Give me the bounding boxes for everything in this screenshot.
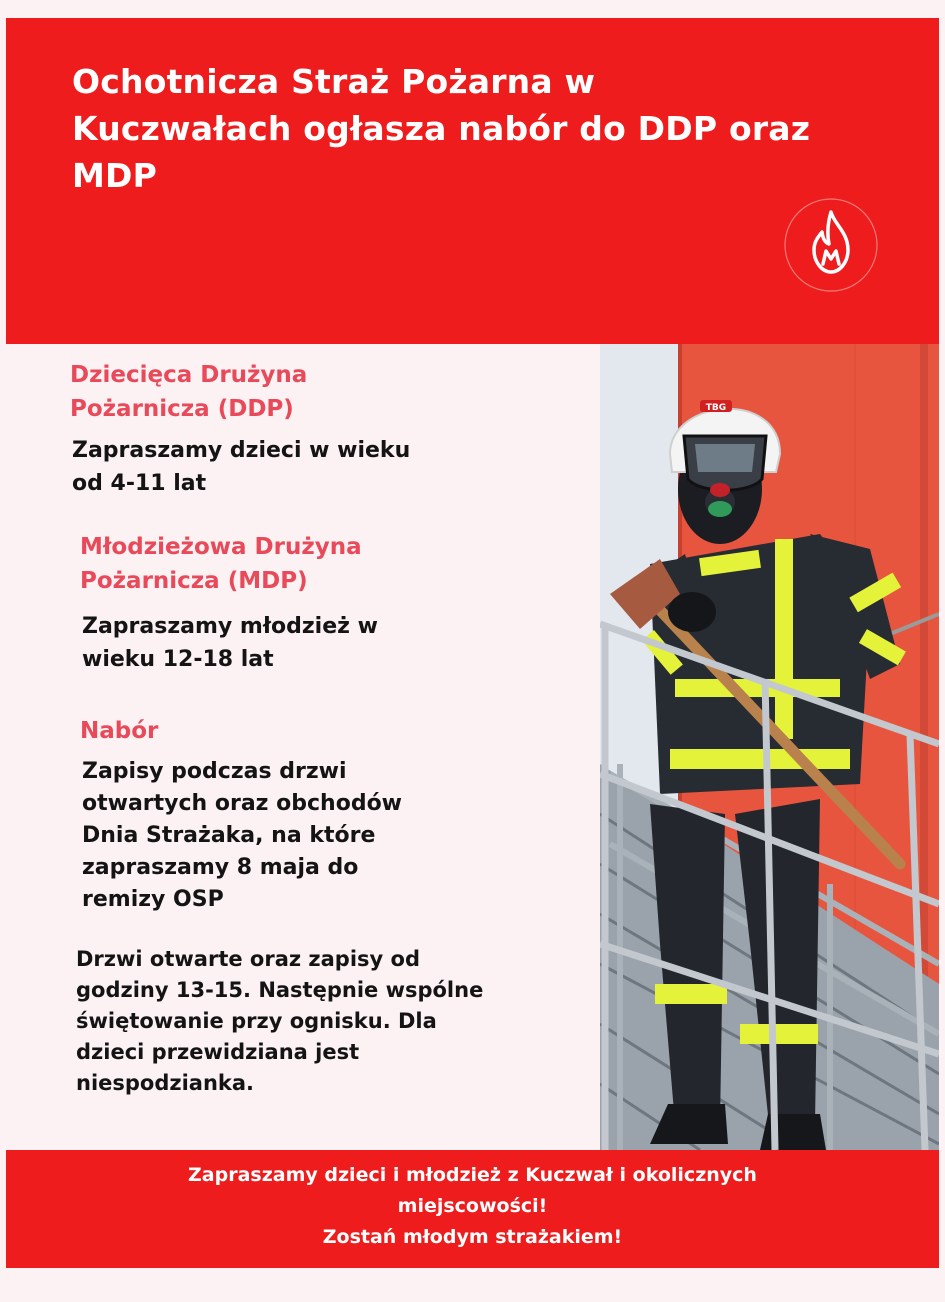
nabor-description: Zapisy podczas drzwi otwartych oraz obchodów Dnia Strażaka, na które zapraszamy 8 maja do remizy OSP (82, 759, 403, 912)
ddp-description: Zapraszamy dzieci w wieku od 4-11 lat (72, 438, 411, 496)
ddp-title: Dziecięca Drużyna Pożarnicza (DDP) (70, 362, 308, 422)
event-info: Drzwi otwarte oraz zapisy od godziny 13-15. Następnie wspólne świętowanie przy ognisku. Dla dzieci przewidziana jest niespodzianka. (76, 947, 484, 1095)
footer-banner (6, 1150, 939, 1268)
footer-slogan: Zostań młodym strażakiem! (322, 1226, 623, 1248)
mdp-description: Zapraszamy młodzież w wieku 12-18 lat (82, 614, 378, 672)
mdp-title: Młodzieżowa Drużyna Pożarnicza (MDP) (80, 534, 362, 594)
footer-invite-cont: miejscowości! (397, 1195, 548, 1217)
nabor-title: Nabór (80, 718, 159, 744)
footer-invite: Zapraszamy dzieci i młodzież z Kuczwał i okolicznych (188, 1164, 757, 1186)
firefighter-photo (600, 344, 939, 1150)
header-banner (6, 18, 939, 344)
poster-body (6, 344, 939, 1150)
flame-icon (782, 196, 880, 294)
firefighter-illustration (600, 344, 939, 1150)
helmet-label: TBG (705, 403, 727, 413)
page-title: Ochotnicza Straż Pożarna w Kuczwałach ogłasza nabór do DDP oraz MDP (72, 62, 811, 195)
